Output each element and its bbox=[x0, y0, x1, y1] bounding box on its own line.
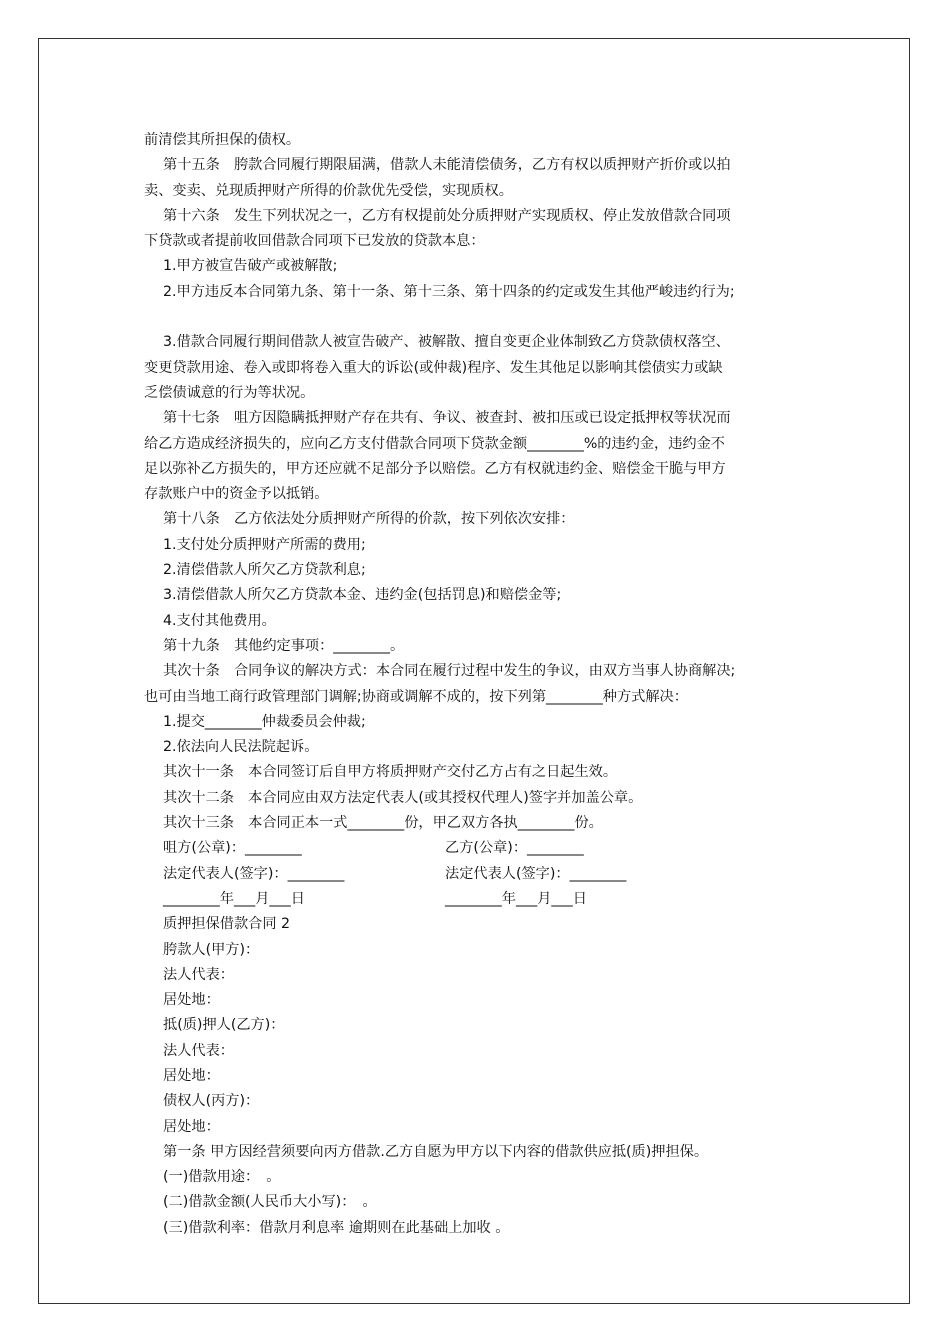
list-item: 3.借款合同履行期间借款人被宣告破产、被解散、擅自变更企业体制致乙方贷款债权落空、 bbox=[163, 334, 730, 351]
article-17: 第十七条 咀方因隐瞒抵押财产存在共有、争议、被查封、被扣压或已设定抵押权等状况而 bbox=[163, 410, 731, 427]
text-line: 也可由当地工商行政管理部门调解;协商或调解不成的，按下列第________种方式解决： bbox=[144, 688, 688, 705]
list-item: 2.甲方违反本合同第九条、第十一条、第十三条、第十四条的约定或发生其他严峻违约行为; bbox=[163, 283, 735, 300]
article-20: 其次十条 合同争议的解决方式：本合同在履行过程中发生的争议，由双方当事人协商解决; bbox=[163, 663, 736, 680]
article-18: 第十八条 乙方依法处分质押财产所得的价款，按下列依次安排： bbox=[163, 511, 575, 528]
text-line: 卖、变卖、兑现质押财产所得的价款优先受偿，实现质权。 bbox=[144, 182, 513, 199]
loan-rate: (三)借款利率：借款月利息率 逾期则在此基础上加收 。 bbox=[163, 1219, 510, 1236]
loan-amount: (二)借款金额(人民币大小写)： 。 bbox=[163, 1194, 377, 1211]
document-body bbox=[144, 128, 814, 1241]
borrower-field: 胯款人(甲方)： bbox=[163, 941, 260, 958]
article-1: 第一条 甲方因经营须要向丙方借款.乙方自愿为甲方以下内容的借款供应抵(质)押担保。 bbox=[163, 1143, 709, 1160]
signature-row bbox=[144, 887, 814, 912]
legal-rep-field: 法人代表： bbox=[163, 1042, 234, 1059]
list-item: 1.甲方被宣告破产或被解散; bbox=[163, 258, 338, 275]
list-item: 1.提交________仲裁委员会仲裁; bbox=[163, 713, 366, 730]
article-23: 其次十三条 本合同正本一式________份，甲乙双方各执________份。 bbox=[163, 815, 603, 832]
legal-rep-field: 法人代表： bbox=[163, 966, 234, 983]
party-a-seal: 咀方(公章)：________ bbox=[163, 840, 302, 857]
pledgor-field: 抵(质)押人(乙方)： bbox=[163, 1017, 285, 1034]
contract-2-title: 质押担保借款合同 2 bbox=[163, 916, 291, 933]
text-line: 前清偿其所担保的债权。 bbox=[144, 132, 301, 148]
text-line: 变更贷款用途、卷入或即将卷入重大的诉讼(或仲裁)程序、发生其他足以影响其偿债实力或缺 bbox=[144, 359, 723, 376]
party-b-seal: 乙方(公章)：________ bbox=[445, 840, 584, 857]
party-b-date: ________年___月___日 bbox=[445, 890, 587, 907]
creditor-field: 债权人(丙方)： bbox=[163, 1093, 260, 1110]
article-16: 第十六条 发生下列状况之一，乙方有权提前处分质押财产实现质权、停止发放借款合同项 bbox=[163, 207, 731, 224]
address-field: 居处地： bbox=[163, 992, 220, 1009]
article-22: 其次十二条 本合同应由双方法定代表人(或其授权代理人)签字并加盖公章。 bbox=[163, 789, 643, 806]
text-line: 足以弥补乙方损失的，甲方还应就不足部分予以赔偿。乙方有权就违约金、赔偿金干脆与甲方 bbox=[144, 460, 726, 477]
article-15: 第十五条 胯款合同履行期限届满，借款人未能清偿债务，乙方有权以质押财产折价或以拍 bbox=[163, 157, 731, 174]
list-item: 2.清偿借款人所欠乙方贷款利息; bbox=[163, 562, 366, 579]
text-line: 乏偿债诚意的行为等状况。 bbox=[144, 384, 315, 401]
list-item: 1.支付处分质押财产所需的费用; bbox=[163, 536, 366, 553]
list-item: 4.支付其他费用。 bbox=[163, 612, 276, 629]
list-item: 2.依法向人民法院起诉。 bbox=[163, 739, 319, 756]
party-a-representative: 法定代表人(签字)：________ bbox=[163, 865, 345, 882]
signature-row bbox=[144, 836, 814, 861]
signature-row bbox=[144, 862, 814, 887]
text-line: 给乙方造成经济损失的，应向乙方支付借款合同项下贷款金额________%的违约金，违约金不 bbox=[144, 435, 725, 452]
list-item: 3.清偿借款人所欠乙方贷款本金、违约金(包括罚息)和赔偿金等; bbox=[163, 587, 562, 604]
blank-line bbox=[144, 305, 814, 330]
party-a-date: ________年___月___日 bbox=[163, 890, 305, 907]
text-line: 下贷款或者提前收回借款合同项下已发放的贷款本息： bbox=[144, 233, 485, 250]
party-b-representative: 法定代表人(签字)：________ bbox=[445, 865, 627, 882]
text-line: 存款账户中的资金予以抵销。 bbox=[144, 486, 329, 503]
address-field: 居处地： bbox=[163, 1067, 220, 1084]
loan-purpose: (一)借款用途： 。 bbox=[163, 1169, 281, 1186]
address-field: 居处地： bbox=[163, 1118, 220, 1135]
article-19: 第十九条 其他约定事项：________。 bbox=[163, 637, 405, 654]
article-21: 其次十一条 本合同签订后自甲方将质押财产交付乙方占有之日起生效。 bbox=[163, 764, 618, 781]
